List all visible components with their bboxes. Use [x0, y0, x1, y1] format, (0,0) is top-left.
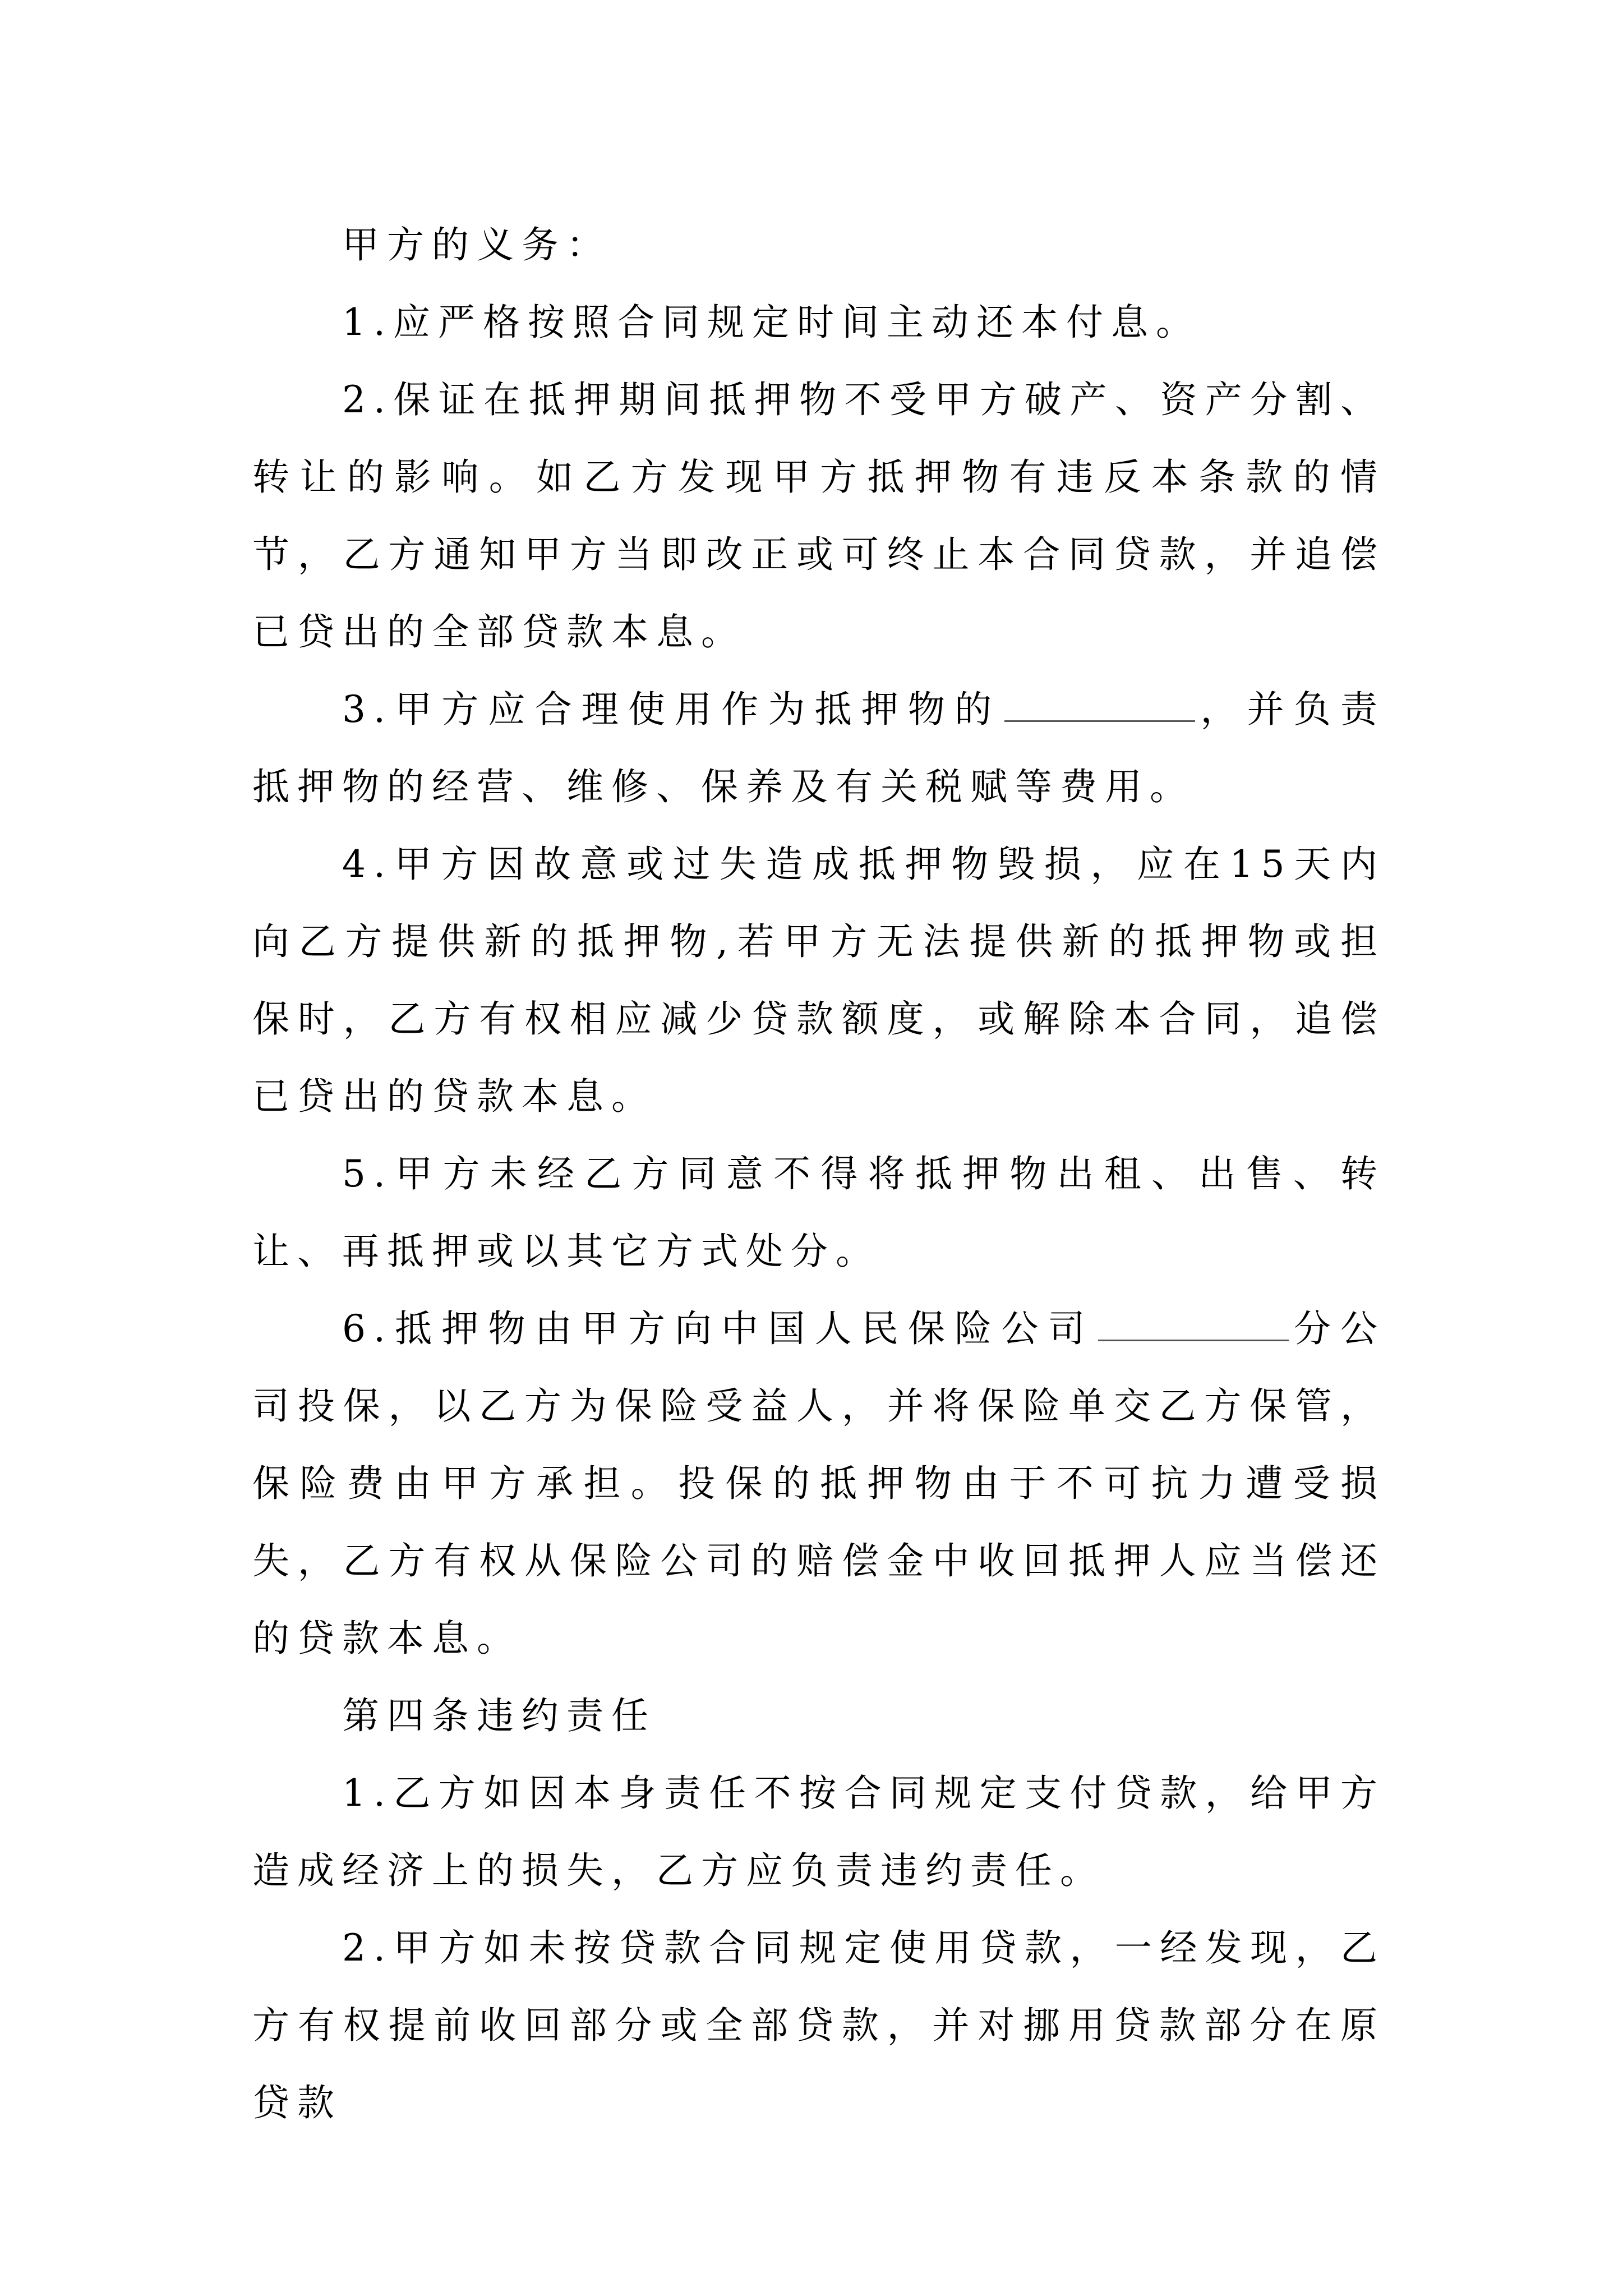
obligation-item-6-text-after: 分公司投保，以乙方为保险受益人，并将保险单交乙方保管，保险费由甲方承担。投保的抵押物由于不可抗力遭受损失，乙方有权从保险公司的赔偿金中收回抵押人应当偿还的贷款本息。 — [252, 1307, 1385, 1660]
breach-item-2: 2.甲方如未按贷款合同规定使用贷款，一经发现，乙方有权提前收回部分或全部贷款，并对挪用贷款部分在原贷款 — [252, 1926, 1385, 2124]
fill-in-blank — [1004, 687, 1195, 722]
obligation-item-2: 2.保证在抵押期间抵押物不受甲方破产、资产分割、转让的影响。如乙方发现甲方抵押物有违反本条款的情节，乙方通知甲方当即改正或可终止本合同贷款，并追偿已贷出的全部贷款本息。 — [252, 378, 1385, 654]
article-4-heading: 第四条违约责任 — [342, 1694, 656, 1737]
obligation-item-6 — [252, 1290, 1385, 1677]
obligation-item-3 — [252, 671, 1385, 826]
obligations-heading: 甲方的义务： — [342, 223, 611, 266]
obligation-item-1: 1.应严格按照合同规定时间主动还本付息。 — [342, 301, 1201, 344]
obligation-item-4: 4.甲方因故意或过失造成抵押物毁损，应在15天内向乙方提供新的抵押物,若甲方无法提供新的抵押物或担保时，乙方有权相应减少贷款额度，或解除本合同，追偿已贷出的贷款本息。 — [252, 843, 1385, 1118]
obligation-item-3-text-after: ，并负责抵押物的经营、维修、保养及有关税赋等费用。 — [252, 688, 1385, 808]
obligation-item-5: 5.甲方未经乙方同意不得将抵押物出租、出售、转让、再抵押或以其它方式处分。 — [252, 1152, 1385, 1273]
obligation-item-6-text-before: 6.抵押物由甲方向中国人民保险公司 — [342, 1307, 1095, 1350]
obligation-item-3-text-before: 3.甲方应合理使用作为抵押物的 — [342, 688, 1002, 731]
breach-item-1: 1.乙方如因本身责任不按合同规定支付贷款，给甲方造成经济上的损失，乙方应负责违约责任。 — [252, 1772, 1385, 1892]
document-body — [252, 206, 1385, 2142]
fill-in-blank — [1098, 1306, 1289, 1341]
